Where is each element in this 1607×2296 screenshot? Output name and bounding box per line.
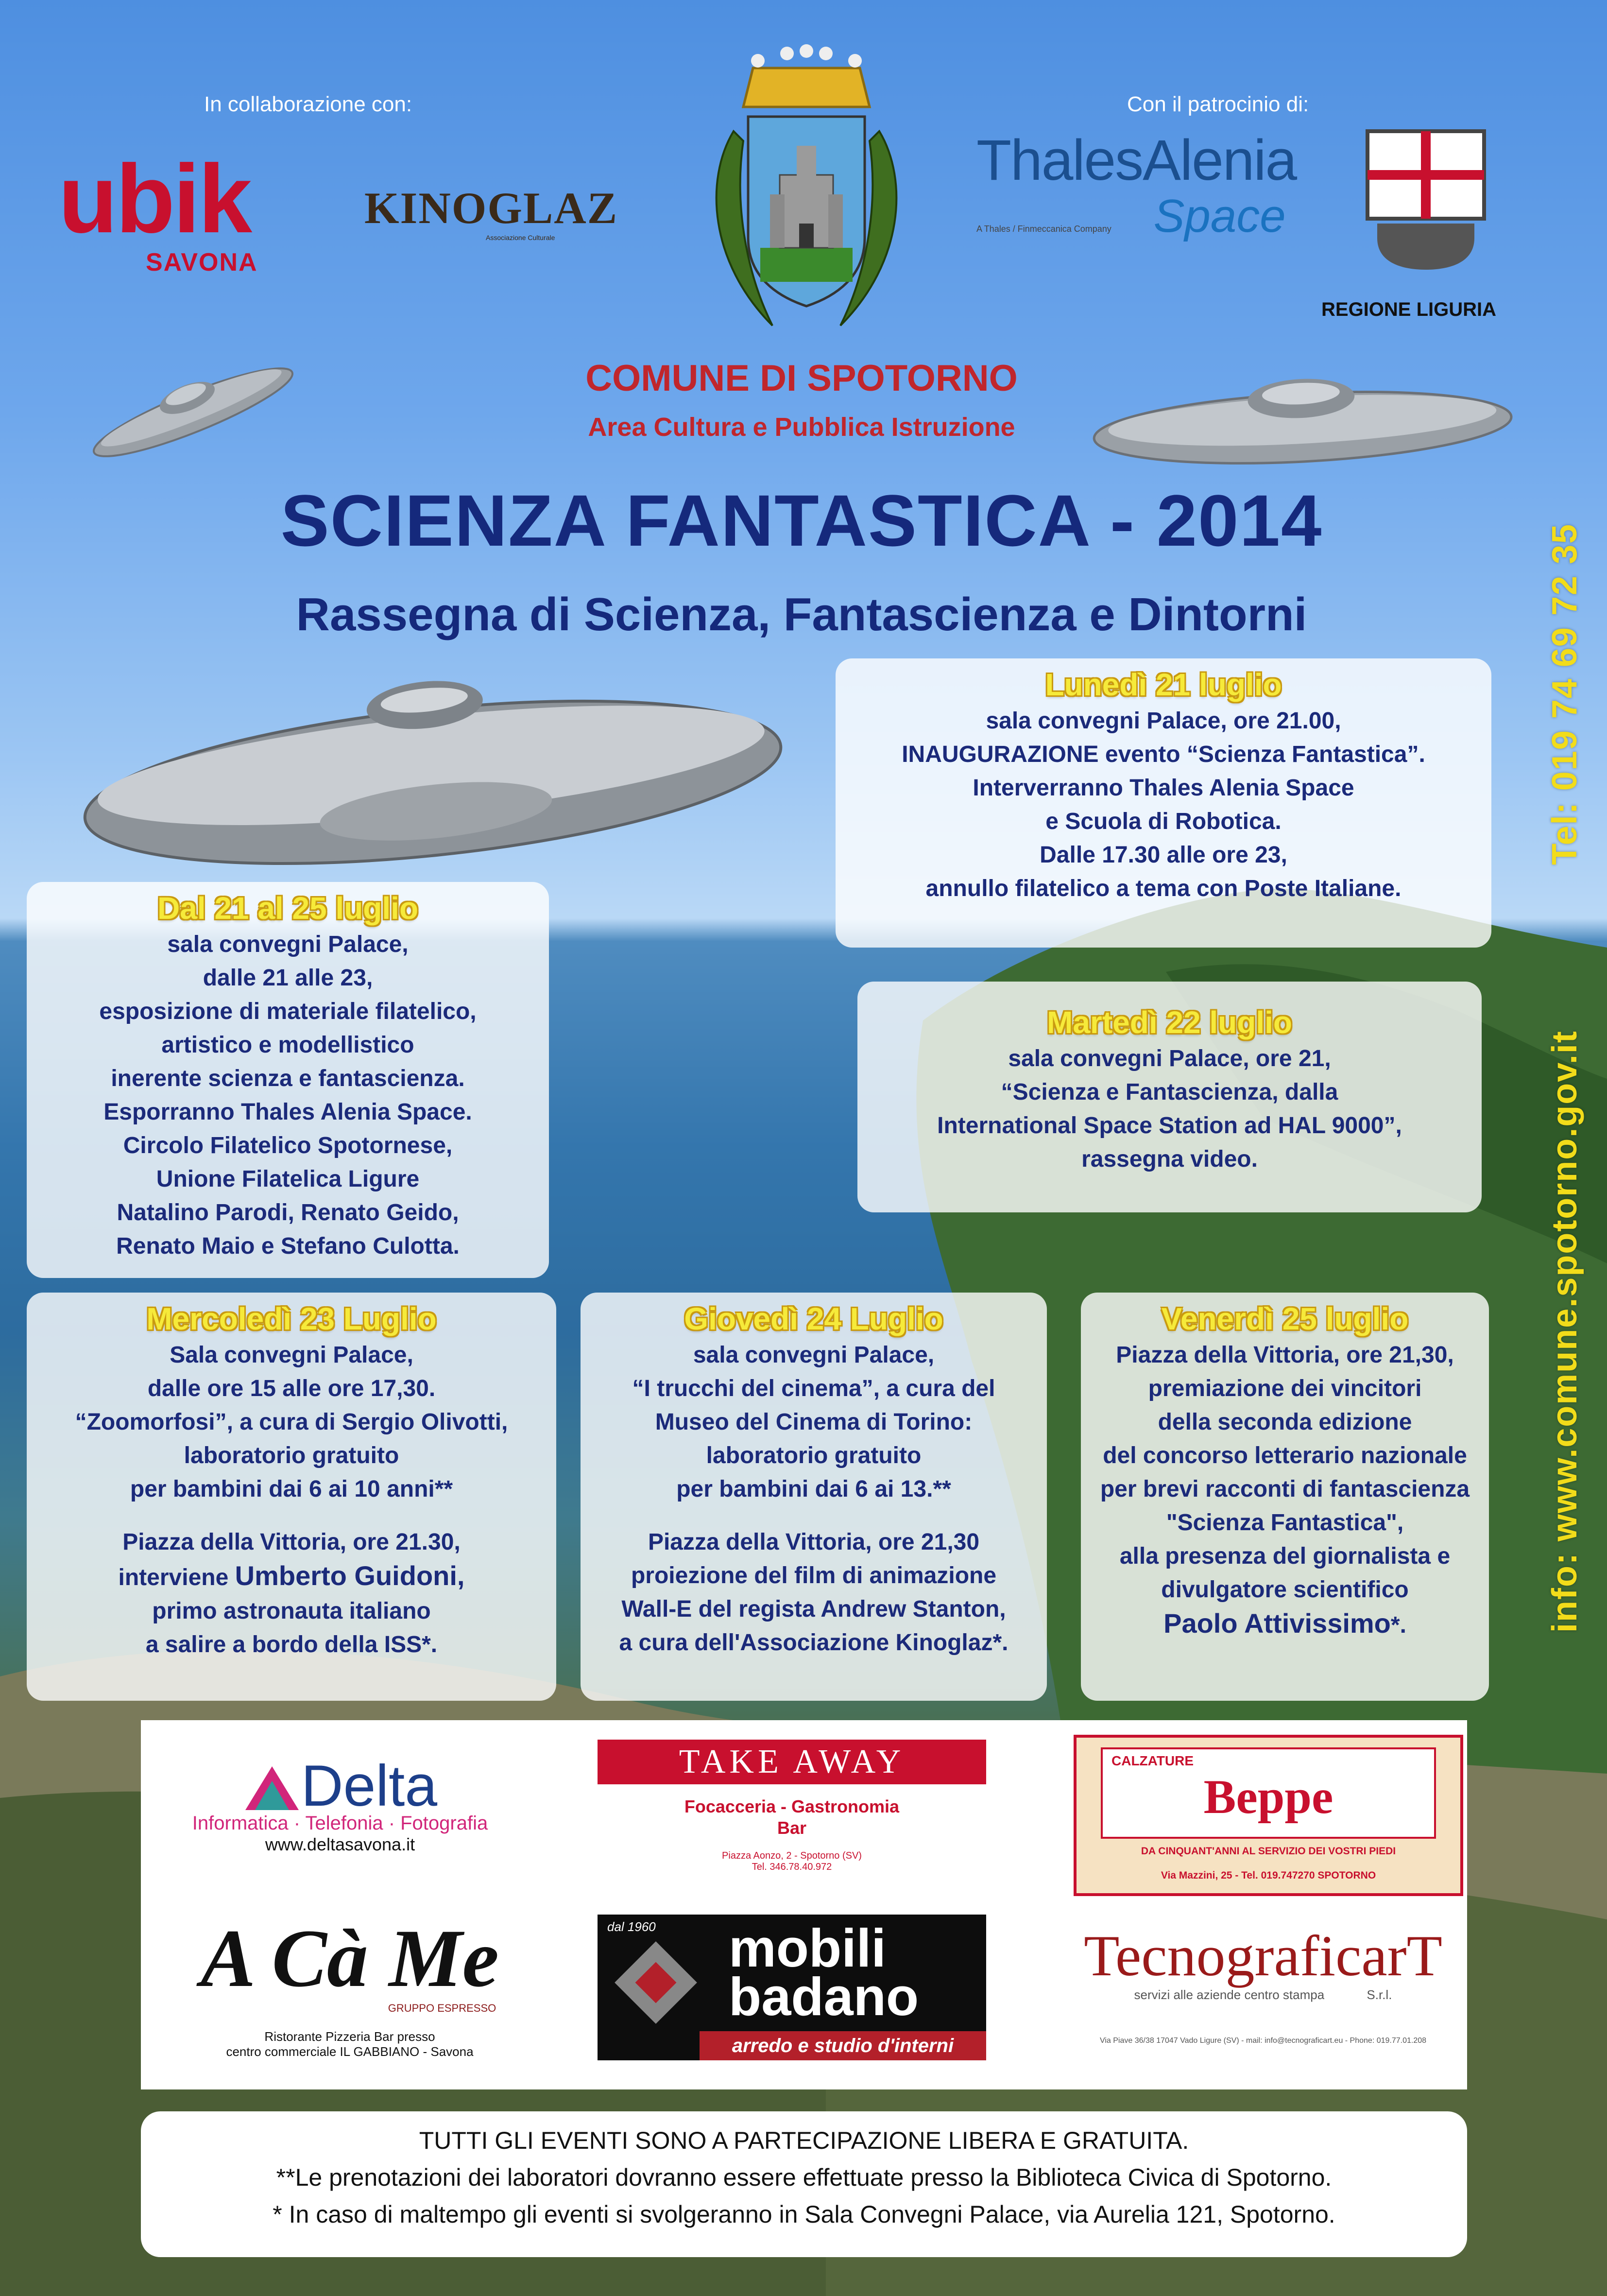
beppe-top: CALZATURE <box>1111 1753 1194 1768</box>
takeaway-line: Focacceria - Gastronomia Bar <box>684 1796 900 1838</box>
delta-logo-icon <box>243 1764 301 1813</box>
thales-logo <box>976 128 1316 243</box>
page-subtitle: Rassegna di Scienza, Fantascienza e Dintorni <box>296 588 1307 640</box>
event-lunedi <box>836 658 1491 948</box>
event-venerdi-title: Venerdì 25 luglio <box>1161 1301 1409 1336</box>
mobili-line2: badano <box>729 1967 919 2027</box>
event-giovedi-title: Giovedì 24 Luglio <box>684 1301 943 1336</box>
ufo-large-icon <box>73 666 792 889</box>
event-mercoledi-guest: Umberto Guidoni, <box>235 1560 465 1591</box>
thales-line2: Space <box>1153 190 1286 242</box>
side-info: info: www.comune.spotorno.gov.it <box>1545 1030 1584 1633</box>
mobili-tag: arredo e studio d'interni <box>700 2031 986 2060</box>
event-giovedi <box>581 1293 1047 1701</box>
event-venerdi-guest-suffix: *. <box>1390 1612 1406 1638</box>
thales-line1: ThalesAlenia <box>976 128 1297 192</box>
tecno-address: Via Piave 36/38 17047 Vado Ligure (SV) - mail: info@tecnograficart.eu - Phone: 019.77.01.208 <box>1099 2037 1427 2045</box>
event-venerdi <box>1081 1293 1489 1701</box>
event-dal-title: Dal 21 al 25 luglio <box>157 891 419 926</box>
delta-name: Delta <box>301 1753 438 1818</box>
regione-label: REGIONE LIGURIA <box>1321 299 1497 320</box>
ufo-icon <box>1083 355 1521 471</box>
area-subtitle: Area Cultura e Pubblica Istruzione <box>588 413 1015 442</box>
event-giovedi-evening: Piazza della Vittoria, ore 21,30 proiezione del film di animazione Wall-E del regista Andrew Stanton, a cura dell'Associazione Kinoglaz*. <box>619 1529 1009 1656</box>
mobili-logo-icon <box>612 1939 700 2026</box>
acame-line1: Ristorante Pizzeria Bar presso <box>264 2029 435 2044</box>
beppe-address: Via Mazzini, 25 - Tel. 019.747270 SPOTORNO <box>1161 1870 1376 1881</box>
event-mercoledi <box>27 1293 556 1701</box>
event-mercoledi-evening: Piazza della Vittoria, ore 21.30, <box>122 1529 461 1555</box>
takeaway-address: Piazza Aonzo, 2 - Spotorno (SV) Tel. 346.78.40.972 <box>722 1850 862 1872</box>
sponsor-tecnograficart <box>1064 1924 1462 2045</box>
ubik-logo <box>58 145 311 277</box>
sponsor-mobili-badano <box>598 1915 986 2060</box>
event-lunedi-body: sala convegni Palace, ore 21.00, INAUGURAZIONE evento “Scienza Fantastica”. Interverranno Thales Alenia Space e Scuola di Robotica. Dalle 17.30 alle ore 23, annullo filatelico a tema con Poste Italiane. <box>902 708 1425 901</box>
acame-group: GRUPPO ESPRESSO <box>388 2002 496 2014</box>
mobili-since: dal 1960 <box>607 1919 656 1934</box>
sponsor-takeaway <box>598 1740 986 1873</box>
ufo-icon <box>78 340 301 466</box>
footer-line3: * In caso di maltempo gli eventi si svolgeranno in Sala Convegni Palace, via Aurelia 121, Spotorno. <box>273 2201 1335 2228</box>
delta-url: www.deltasavona.it <box>265 1834 415 1854</box>
ubik-name: ubik <box>58 145 251 253</box>
tecno-sub: servizi alle aziende centro stampa <box>1134 1987 1325 2002</box>
acame-name: A Cà Me <box>200 1913 499 2004</box>
sponsors-panel <box>141 1720 1467 2089</box>
event-mercoledi-guest-desc: primo astronauta italiano a salire a bordo della ISS*. <box>145 1598 438 1657</box>
delta-tagline: Informatica · Telefonia · Fotografia <box>192 1813 488 1834</box>
mobili-line1: mobili <box>729 1918 886 1978</box>
kinoglaz-logo <box>364 182 617 242</box>
event-mercoledi-title: Mercoledì 23 Luglio <box>146 1301 437 1336</box>
regione-liguria-emblem-icon <box>1363 126 1489 272</box>
kinoglaz-sub: Associazione Culturale <box>486 234 555 242</box>
tecno-name: TecnograficarT <box>1084 1923 1442 1988</box>
event-venerdi-body: Piazza della Vittoria, ore 21,30, premiazione dei vincitori della seconda edizione del concorso letterario nazionale per brevi racconti di fantascienza "Scienza Fantastica", alla presenza del giornalista e divulgatore scientifico <box>1100 1342 1470 1603</box>
sponsor-delta <box>160 1753 520 1855</box>
footer-notes <box>141 2111 1467 2257</box>
event-dal-body: sala convegni Palace, dalle 21 alle 23, esposizione di materiale filatelico, artistico e modellistico inerente scienza e fantascienza. Esporranno Thales Alenia Space. Circolo Filatelico Spotornese, Unione Filatelica Ligure Natalino Parodi, Renato Geido, Renato Maio e Stefano Culotta. <box>99 932 477 1259</box>
beppe-slogan: DA CINQUANT'ANNI AL SERVIZIO DEI VOSTRI PIEDI <box>1141 1846 1396 1857</box>
patrocinio-label: Con il patrocinio di: <box>1127 92 1309 116</box>
event-mercoledi-body: Sala convegni Palace, dalle ore 15 alle ore 17,30. “Zoomorfosi”, a cura di Sergio Olivotti, laboratorio gratuito per bambini dai 6 ai 10 anni** <box>75 1342 508 1502</box>
footer-line1: TUTTI GLI EVENTI SONO A PARTECIPAZIONE LIBERA E GRATUITA. <box>419 2127 1189 2154</box>
sponsor-acame <box>151 1915 549 2059</box>
takeaway-title: TAKE AWAY <box>598 1740 986 1784</box>
comune-title: COMUNE DI SPOTORNO <box>585 358 1018 399</box>
footer-line2: **Le prenotazioni dei laboratori dovranno essere effettuate presso la Biblioteca Civica di Spotorno. <box>276 2164 1332 2191</box>
ubik-city: SAVONA <box>146 248 258 276</box>
event-giovedi-body: sala convegni Palace, “I trucchi del cinema”, a cura del Museo del Cinema di Torino: laboratorio gratuito per bambini dai 6 ai 13.** <box>632 1342 995 1502</box>
event-venerdi-guest: Paolo Attivissimo <box>1163 1608 1391 1639</box>
acame-line2: centro commerciale IL GABBIANO - Savona <box>226 2044 474 2059</box>
event-dal-21-al-25 <box>27 882 549 1278</box>
sponsor-beppe <box>1074 1735 1463 1896</box>
beppe-name: Beppe <box>1203 1770 1333 1824</box>
collab-label: In collaborazione con: <box>204 92 412 116</box>
side-tel: Tel: 019 74 69 72 35 <box>1545 523 1584 865</box>
thales-tagline: A Thales / Finmeccanica Company <box>976 224 1111 234</box>
page-title: SCIENZA FANTASTICA - 2014 <box>280 480 1323 561</box>
event-mercoledi-interviene: interviene <box>118 1565 229 1590</box>
tecno-srl: S.r.l. <box>1367 1987 1392 2002</box>
kinoglaz-name: KINOGLAZ <box>364 183 618 233</box>
event-lunedi-title: Lunedì 21 luglio <box>1045 667 1282 702</box>
spotorno-coat-of-arms-icon <box>675 34 938 355</box>
event-martedi-body: sala convegni Palace, ore 21, “Scienza e Fantascienza, dalla International Space Station ad HAL 9000”, rassegna video. <box>937 1046 1402 1172</box>
event-martedi-title: Martedì 22 luglio <box>1047 1005 1292 1040</box>
event-martedi <box>857 982 1482 1212</box>
